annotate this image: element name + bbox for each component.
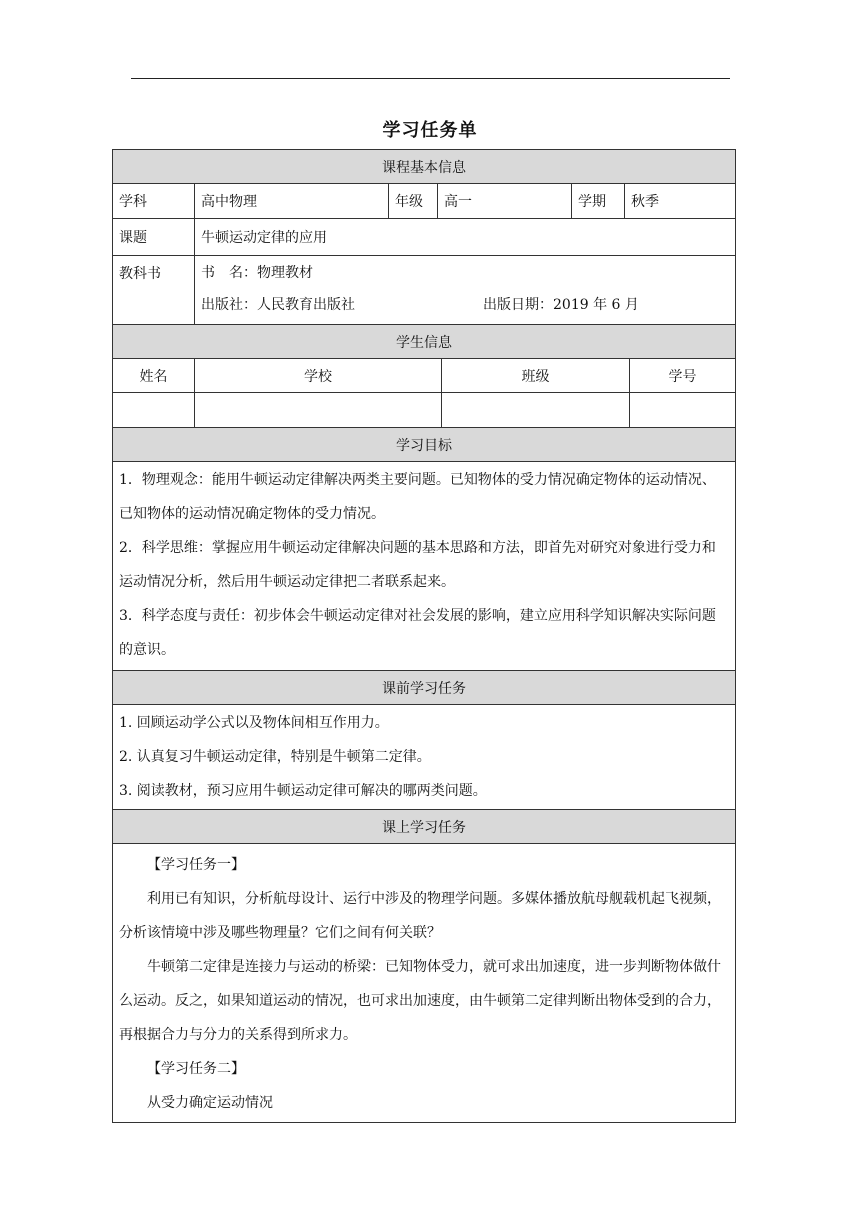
- in-class-body: [113, 844, 735, 1122]
- col-student-id: 学号: [668, 368, 697, 385]
- subject-value: 高中物理: [195, 184, 389, 218]
- task-one-title: 【学习任务一】: [147, 857, 245, 873]
- class-field[interactable]: [442, 393, 630, 427]
- col-class: 班级: [442, 359, 630, 392]
- objectives-header: 学习目标: [113, 428, 735, 462]
- task-sheet-table: [112, 149, 736, 1123]
- objective-item: 2．科学思维：掌握应用牛顿运动定律解决问题的基本思路和方法，即首先对研究对象进行受力和运动情况分析，然后用牛顿运动定律把二者联系起来。: [119, 540, 716, 590]
- objectives-body: [113, 462, 735, 671]
- textbook-details: [195, 256, 735, 324]
- subject-label: 学科: [113, 184, 195, 218]
- topic-label: 课题: [113, 219, 195, 255]
- student-id-field[interactable]: [630, 393, 735, 427]
- topic-row: [113, 219, 735, 256]
- book-name: 书 名：物理教材: [201, 265, 313, 281]
- header-rule: [131, 78, 730, 79]
- publish-date: 出版日期：2019 年 6 月: [483, 297, 639, 313]
- student-entry-row: [113, 393, 735, 428]
- term-value: 秋季: [631, 194, 659, 210]
- col-name: 姓名: [113, 359, 195, 392]
- course-info-header: 课程基本信息: [113, 150, 735, 184]
- pre-class-header: 课前学习任务: [113, 671, 735, 705]
- pre-class-body: [113, 705, 735, 810]
- pre-class-item: 3. 阅读教材，预习应用牛顿运动定律可解决的哪两类问题。: [119, 783, 487, 799]
- grade-label: 年级: [389, 184, 438, 218]
- in-class-header: 课上学习任务: [113, 810, 735, 844]
- grade-value: 高一: [438, 184, 572, 218]
- objective-item: 3．科学态度与责任：初步体会牛顿运动定律对社会发展的影响，建立应用科学知识解决实际问题的意识。: [119, 608, 716, 658]
- topic-value: 牛顿运动定律的应用: [201, 230, 327, 246]
- textbook-label: 教科书: [113, 256, 195, 324]
- name-field[interactable]: [113, 393, 195, 427]
- student-info-header: 学生信息: [113, 325, 735, 359]
- task-one-paragraph: 牛顿第二定律是连接力与运动的桥梁：已知物体受力，就可求出加速度，进一步判断物体做什么运动。反之，如果知道运动的情况，也可求出加速度，由牛顿第二定律判断出物体受到的合力，再根据合力与分力的关系得到所求力。: [119, 959, 721, 1043]
- objective-item: 1．物理观念：能用牛顿运动定律解决两类主要问题。已知物体的受力情况确定物体的运动情况、已知物体的运动情况确定物体的受力情况。: [119, 472, 716, 522]
- subject-row: [113, 184, 735, 219]
- term-label: 学期: [572, 184, 625, 218]
- task-two-paragraph: 从受力确定运动情况: [147, 1095, 273, 1111]
- textbook-row: [113, 256, 735, 325]
- publisher: 出版社：人民教育出版社: [201, 297, 355, 313]
- col-school: 学校: [195, 359, 442, 392]
- school-field[interactable]: [195, 393, 442, 427]
- publisher-line: [201, 290, 729, 320]
- pre-class-item: 1. 回顾运动学公式以及物体间相互作用力。: [119, 715, 389, 731]
- task-two-title: 【学习任务二】: [147, 1061, 245, 1077]
- student-columns-row: [113, 359, 735, 393]
- task-one-paragraph: 利用已有知识，分析航母设计、运行中涉及的物理学问题。多媒体播放航母舰载机起飞视频，分析该情境中涉及哪些物理量？它们之间有何关联？: [119, 891, 721, 941]
- page-title: 学习任务单: [382, 120, 478, 141]
- pre-class-item: 2. 认真复习牛顿运动定律，特别是牛顿第二定律。: [119, 749, 431, 765]
